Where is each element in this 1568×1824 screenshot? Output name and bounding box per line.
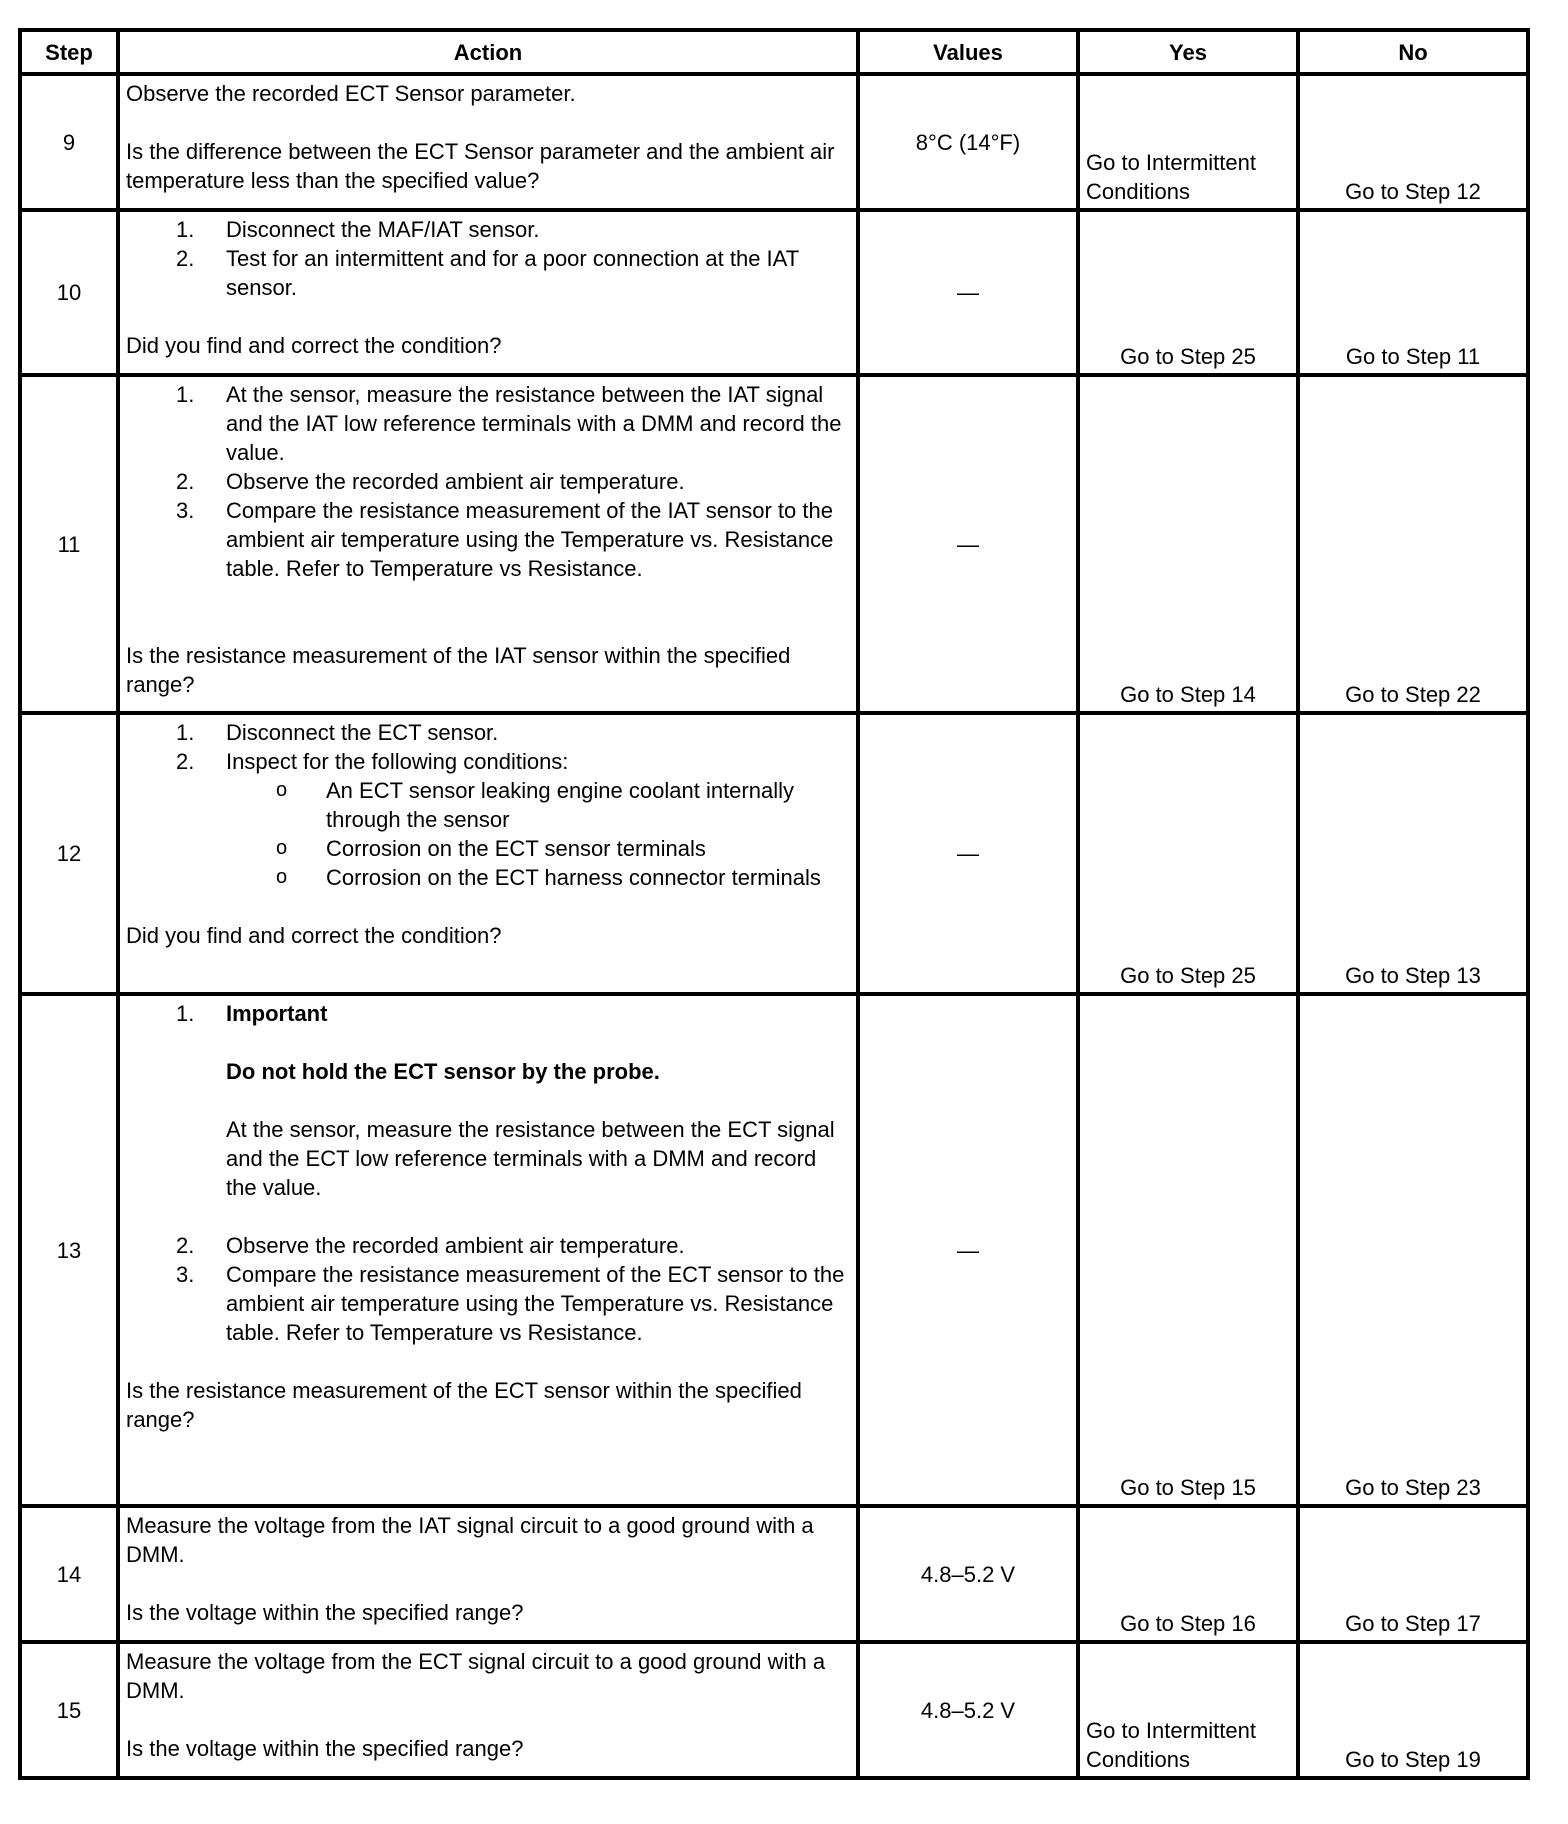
no-cell [1298,74,1528,210]
table-row [20,375,1528,713]
table-row [20,1506,1528,1642]
condition-list [226,776,852,892]
table-row [20,74,1528,210]
item-text: At the sensor, measure the resistance between the ECT signal and the ECT low reference terminals with a DMM and record the value. [226,1117,835,1200]
step-number: 15 [20,1642,118,1778]
item-text: At the sensor, measure the resistance between the IAT signal and the IAT low reference terminals with a DMM and record the value. [226,382,842,465]
item-number: 2. [176,749,195,774]
table-row [20,713,1528,994]
action-question: Did you find and correct the condition? [126,333,502,358]
action-steps [126,718,852,892]
item-number: 1. [176,382,195,407]
no-text: Go to Step 12 [1345,179,1481,204]
bullet: o [276,866,288,888]
item-text: Inspect for the following conditions: [226,749,569,774]
diagnostic-table [18,28,1530,1780]
no-text: Go to Step 13 [1345,963,1481,988]
no-text: Go to Step 11 [1345,344,1481,369]
value-cell: 4.8–5.2 V [858,1642,1078,1778]
yes-cell [1078,713,1298,994]
list-item [126,1231,852,1260]
action-question: Is the difference between the ECT Sensor parameter and the ambient air temperature less than the specified value? [126,139,835,193]
item-number: 1. [176,720,195,745]
list-item [226,776,852,834]
yes-cell [1078,994,1298,1506]
action-intro: Measure the voltage from the ECT signal circuit to a good ground with a DMM. [126,1649,826,1703]
action-steps [126,215,852,302]
header-yes: Yes [1078,30,1298,74]
no-cell [1298,1642,1528,1778]
yes-text: Go to Step 15 [1120,1475,1256,1500]
list-item [126,380,852,467]
value-cell: — [858,375,1078,713]
yes-text: Go to Step 25 [1120,963,1256,988]
bullet: o [276,837,288,859]
header-action: Action [118,30,858,74]
header-row [20,30,1528,74]
list-item [126,244,852,302]
yes-cell [1078,210,1298,375]
no-text: Go to Step 17 [1345,1611,1481,1636]
action-question: Did you find and correct the condition? [126,923,502,948]
action-cell [118,1506,858,1642]
item-text: Compare the resistance measurement of the IAT sensor to the ambient air temperature using the Temperature vs. Resistance table. Refer to Temperature vs Resistance. [226,498,834,581]
value-cell: 4.8–5.2 V [858,1506,1078,1642]
item-text: Corrosion on the ECT sensor terminals [326,836,706,861]
action-steps [126,999,852,1347]
list-item [126,999,852,1231]
yes-cell [1078,375,1298,713]
step-number: 10 [20,210,118,375]
no-text: Go to Step 23 [1345,1475,1481,1500]
step-number: 13 [20,994,118,1506]
item-number: 1. [176,1001,195,1026]
action-intro: Measure the voltage from the IAT signal circuit to a good ground with a DMM. [126,1513,814,1567]
action-cell [118,994,858,1506]
table-row [20,1642,1528,1778]
item-number: 2. [176,1233,195,1258]
list-item [126,496,852,583]
list-item [126,467,852,496]
action-question: Is the resistance measurement of the IAT sensor within the specified range? [126,643,791,697]
action-cell [118,375,858,713]
action-cell [118,1642,858,1778]
header-values: Values [858,30,1078,74]
no-cell [1298,994,1528,1506]
header-no: No [1298,30,1528,74]
list-item [126,1260,852,1347]
yes-text: Go to Step 14 [1120,682,1256,707]
bullet: o [276,779,288,801]
no-cell [1298,1506,1528,1642]
list-item [126,215,852,244]
list-item [226,863,852,892]
item-text: Disconnect the ECT sensor. [226,720,499,745]
value-cell: — [858,994,1078,1506]
important-warning: Do not hold the ECT sensor by the probe. [226,1059,660,1084]
action-cell [118,210,858,375]
item-number: 1. [176,217,195,242]
yes-cell [1078,1642,1298,1778]
item-number: 2. [176,246,195,271]
no-cell [1298,375,1528,713]
action-steps [126,380,852,583]
yes-cell [1078,74,1298,210]
action-intro: Observe the recorded ECT Sensor parameter. [126,81,576,106]
step-number: 9 [20,74,118,210]
header-step: Step [20,30,118,74]
action-cell [118,713,858,994]
no-cell [1298,713,1528,994]
action-question: Is the resistance measurement of the ECT sensor within the specified range? [126,1378,802,1432]
item-text: An ECT sensor leaking engine coolant internally through the sensor [326,778,794,832]
item-number: 3. [176,498,195,523]
yes-cell [1078,1506,1298,1642]
list-item [126,718,852,747]
item-text: Corrosion on the ECT harness connector terminals [326,865,821,890]
table-row [20,210,1528,375]
value-cell: — [858,210,1078,375]
item-text: Compare the resistance measurement of the ECT sensor to the ambient air temperature using the Temperature vs. Resistance table. Refer to Temperature vs Resistance. [226,1262,845,1345]
no-text: Go to Step 19 [1345,1747,1481,1772]
yes-text: Go to Step 16 [1120,1611,1256,1636]
action-question: Is the voltage within the specified range? [126,1736,524,1761]
value-cell: 8°C (14°F) [858,74,1078,210]
item-number: 2. [176,469,195,494]
action-question: Is the voltage within the specified range? [126,1600,524,1625]
value-cell: — [858,713,1078,994]
no-text: Go to Step 22 [1345,682,1481,707]
step-number: 12 [20,713,118,994]
yes-text: Go to Intermittent Conditions [1086,150,1256,204]
item-text: Observe the recorded ambient air temperature. [226,1233,685,1258]
important-label: Important [226,1001,328,1026]
yes-text: Go to Step 25 [1120,344,1256,369]
item-number: 3. [176,1262,195,1287]
item-text: Test for an intermittent and for a poor connection at the IAT sensor. [226,246,799,300]
action-cell [118,74,858,210]
table-row [20,994,1528,1506]
item-text: Disconnect the MAF/IAT sensor. [226,217,540,242]
yes-text: Go to Intermittent Conditions [1086,1718,1256,1772]
no-cell [1298,210,1528,375]
step-number: 11 [20,375,118,713]
list-item [126,747,852,892]
item-text: Observe the recorded ambient air temperature. [226,469,685,494]
list-item [226,834,852,863]
step-number: 14 [20,1506,118,1642]
